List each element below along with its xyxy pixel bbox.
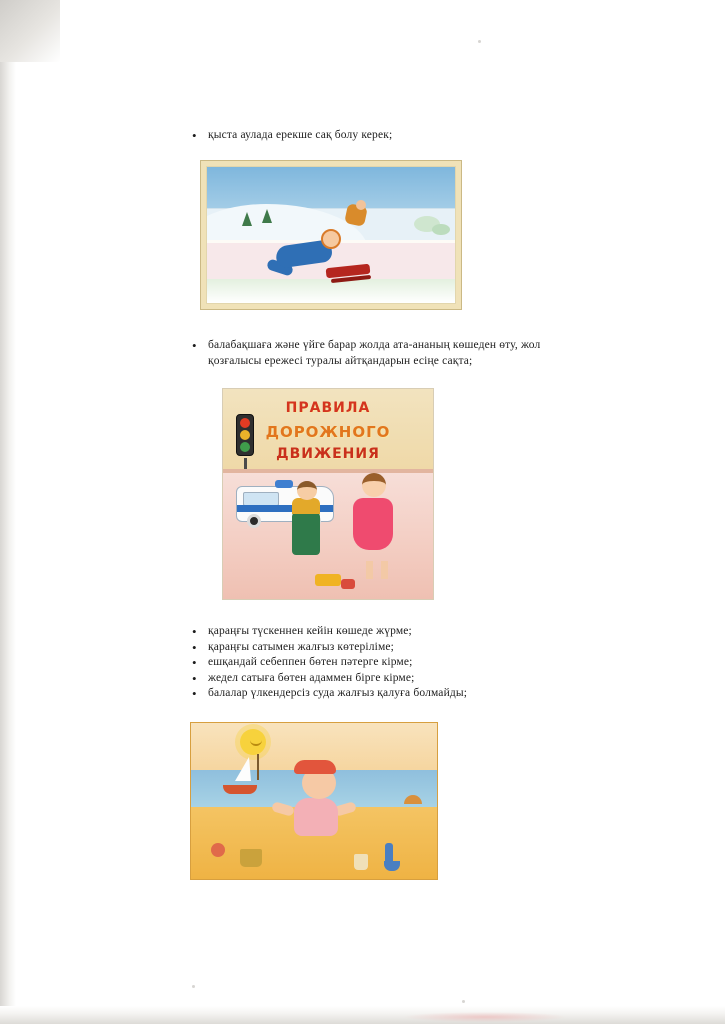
toy-block-shape bbox=[341, 579, 355, 589]
car-beacon-shape bbox=[275, 480, 293, 488]
figure-beach bbox=[190, 722, 438, 880]
poster-title-line-2: ДОРОЖНОГО bbox=[265, 422, 391, 441]
scan-speck bbox=[192, 985, 195, 988]
scan-bottom-shadow bbox=[0, 1006, 725, 1024]
scan-speck bbox=[462, 1000, 465, 1003]
child-body-shape bbox=[294, 798, 338, 836]
boy-head-shape bbox=[297, 481, 317, 500]
child-head-shape bbox=[356, 200, 366, 210]
toy-truck-shape bbox=[315, 574, 341, 586]
list-item: • балабақшаға және үйге барар жолда ата-ананың көшеден өту, жол қозғалысы ережесі туралы айтқандарын есіңе сақта; bbox=[190, 338, 590, 369]
scan-speck bbox=[478, 40, 481, 43]
curb-shape bbox=[223, 469, 433, 473]
sand-mold-shape bbox=[354, 854, 368, 870]
list-item: • қыста аулада ерекше сақ болу керек; bbox=[190, 128, 620, 144]
traffic-light-yellow bbox=[240, 430, 250, 440]
child-hat-shape bbox=[294, 760, 336, 774]
sailboat-sail-shape bbox=[235, 757, 251, 781]
car-wheel-shape bbox=[247, 514, 261, 528]
scan-smudge bbox=[405, 1012, 565, 1022]
traffic-light-green bbox=[240, 442, 250, 452]
list-item: • ешқандай себеппен бөтен пәтерге кірме; bbox=[190, 655, 610, 671]
figure-winter-canvas bbox=[206, 166, 456, 304]
girl-head-shape bbox=[362, 473, 386, 497]
list-item: • жедел сатыға бөтен адаммен бірге кірме; bbox=[190, 671, 610, 687]
girl-leg-shape bbox=[366, 561, 373, 579]
list-item: • қараңғы түскеннен кейін көшеде жүрме; bbox=[190, 624, 610, 640]
scan-corner-shadow bbox=[0, 0, 60, 62]
list-item: • қараңғы сатымен жалғыз көтеріліме; bbox=[190, 640, 610, 656]
girl-body-shape bbox=[353, 498, 393, 550]
traffic-light-icon bbox=[236, 414, 254, 456]
boy-body-shape bbox=[292, 511, 320, 555]
poster-title-line-1: ПРАВИЛА bbox=[285, 399, 371, 416]
tree-icon bbox=[262, 209, 272, 223]
scan-left-shadow bbox=[0, 0, 16, 1024]
bullet-list-winter bbox=[190, 128, 620, 144]
child-head-shape bbox=[321, 229, 341, 249]
bullet-list-traffic bbox=[190, 338, 590, 369]
traffic-light-red bbox=[240, 418, 250, 428]
boy-shirt-shape bbox=[292, 498, 320, 514]
girl-leg-shape bbox=[381, 561, 388, 579]
sailboat-mast-shape bbox=[257, 754, 259, 780]
sailboat-hull-shape bbox=[223, 785, 257, 794]
sand-pail-shape bbox=[240, 849, 262, 867]
beach-ball-shape bbox=[211, 843, 225, 857]
bullet-list-safety-rules bbox=[190, 624, 610, 702]
poster-title-line-3: ДВИЖЕНИЯ bbox=[276, 445, 380, 462]
list-item: • балалар үлкендерсіз суда жалғыз қалуға болмайды; bbox=[190, 686, 610, 702]
tree-icon bbox=[242, 212, 252, 226]
figure-winter bbox=[200, 160, 462, 310]
figure-traffic-poster bbox=[222, 388, 434, 600]
car-window-shape bbox=[243, 492, 279, 506]
